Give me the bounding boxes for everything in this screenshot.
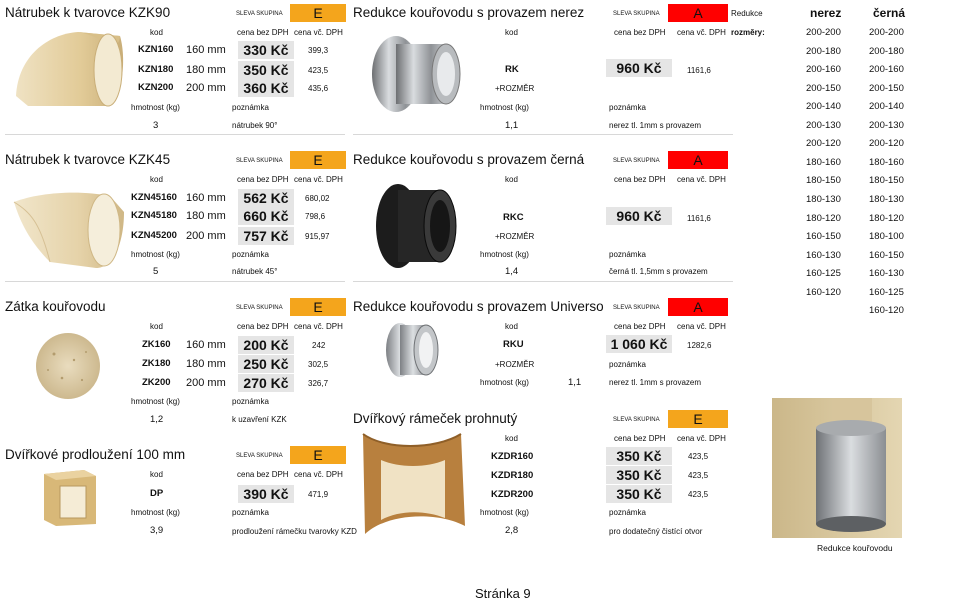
size-nerez-cell: 160-120 — [806, 287, 841, 298]
price-bez-dph: 757 Kč — [238, 227, 294, 245]
col-header-cena-vc-dph: cena vč. DPH — [677, 28, 726, 37]
product-code: KZDR160 — [491, 451, 534, 462]
price-vc-dph: 915,97 — [305, 232, 330, 241]
size-nerez-cell: 180-150 — [806, 175, 841, 186]
col-header-hmotnost: hmotnost (kg) — [480, 250, 529, 259]
discount-group-badge: E — [290, 298, 346, 316]
weight-value: 1,2 — [150, 414, 164, 425]
price-bez-dph: 960 Kč — [606, 207, 672, 225]
product-image-kzdr — [355, 430, 470, 540]
price-bez-dph: 250 Kč — [238, 355, 294, 373]
col-header-kod: kod — [505, 434, 518, 443]
product-diameter: 160 mm — [186, 339, 226, 351]
product-image-rku — [380, 320, 442, 380]
price-vc-dph: 680,02 — [305, 194, 330, 203]
price-bez-dph: 200 Kč — [238, 336, 294, 354]
col-header-poznamka: poznámka — [609, 508, 646, 517]
price-bez-dph: 390 Kč — [238, 485, 294, 503]
size-cerna-cell: 200-200 — [869, 27, 904, 38]
size-cerna-cell: 160-130 — [869, 268, 904, 279]
note-value: nátrubek 90° — [232, 121, 278, 130]
price-vc-dph: 423,5 — [688, 490, 709, 499]
page-number: Stránka 9 — [475, 586, 531, 601]
price-vc-dph: 1161,6 — [687, 66, 711, 75]
col-header-cena-bez-dph: cena bez DPH — [237, 28, 289, 37]
col-header-poznamka: poznámka — [609, 360, 646, 369]
discount-group-badge: E — [668, 410, 728, 428]
sleva-skupina-label: SLEVA SKUPINA — [236, 158, 283, 164]
col-header-poznamka: poznámka — [609, 250, 646, 259]
col-header-kod: kod — [150, 470, 163, 479]
sleva-skupina-label: SLEVA SKUPINA — [613, 305, 660, 311]
note-value: černá tl. 1,5mm s provazem — [609, 267, 708, 276]
section-title-dvirkove-prodlouzeni: Dvířkové prodloužení 100 mm — [5, 447, 186, 462]
size-cerna-cell: 200-140 — [869, 101, 904, 112]
price-bez-dph: 270 Kč — [238, 374, 294, 392]
size-table-redukce-label: Redukce — [731, 9, 763, 18]
col-header-kod: kod — [505, 322, 518, 331]
section-title-kzk90: Nátrubek k tvarovce KZK90 — [5, 5, 171, 20]
size-nerez-cell: 160-150 — [806, 231, 841, 242]
price-bez-dph: 350 Kč — [238, 61, 294, 79]
size-cerna-cell: 200-130 — [869, 120, 904, 131]
section-title-rkc-cerna: Redukce kouřovodu s provazem černá — [353, 152, 585, 167]
size-cerna-cell: 200-150 — [869, 83, 904, 94]
weight-value: 1,1 — [505, 120, 519, 131]
note-value: nátrubek 45° — [232, 267, 278, 276]
col-header-poznamka: poznámka — [232, 103, 269, 112]
size-cerna-cell: 180-120 — [869, 213, 904, 224]
size-cerna-cell: 180-150 — [869, 175, 904, 186]
note-value: prodloužení rámečku tvarovky KZD — [232, 527, 357, 536]
product-code: RK — [505, 64, 519, 75]
size-nerez-cell: 200-200 — [806, 27, 841, 38]
size-cerna-cell: 200-180 — [869, 46, 904, 57]
weight-value: 2,8 — [505, 525, 519, 536]
size-cerna-cell: 180-100 — [869, 231, 904, 242]
price-bez-dph: 350 Kč — [606, 485, 672, 503]
price-vc-dph: 423,5 — [308, 66, 329, 75]
section-divider — [5, 134, 345, 135]
product-image-kzn90 — [8, 26, 128, 108]
size-cerna-cell: 180-130 — [869, 194, 904, 205]
price-bez-dph: 562 Kč — [238, 189, 294, 207]
product-image-rkc — [372, 176, 462, 272]
col-header-kod: kod — [150, 322, 163, 331]
col-header-cena-vc-dph: cena vč. DPH — [294, 175, 343, 184]
discount-group-badge: A — [668, 4, 728, 22]
product-code: ZK180 — [142, 358, 171, 369]
size-nerez-cell: 180-160 — [806, 157, 841, 168]
product-code: KZN160 — [138, 44, 174, 55]
product-code: KZDR180 — [491, 470, 534, 481]
price-vc-dph: 302,5 — [308, 360, 329, 369]
rozmer-note: +ROZMĚR — [495, 84, 535, 93]
product-code: KZN200 — [138, 82, 174, 93]
col-header-poznamka: poznámka — [609, 103, 646, 112]
product-image-dp — [40, 466, 100, 528]
photo-caption: Redukce kouřovodu — [817, 543, 893, 553]
col-header-hmotnost: hmotnost (kg) — [131, 250, 180, 259]
sleva-skupina-label: SLEVA SKUPINA — [236, 11, 283, 17]
col-header-hmotnost: hmotnost (kg) — [131, 508, 180, 517]
size-nerez-cell: 180-120 — [806, 213, 841, 224]
section-title-rk-nerez: Redukce kouřovodu s provazem nerez — [353, 5, 585, 20]
product-code: ZK200 — [142, 377, 171, 388]
size-table-header-nerez: nerez — [810, 6, 842, 20]
sleva-skupina-label: SLEVA SKUPINA — [613, 158, 660, 164]
product-image-rk — [366, 34, 464, 116]
price-bez-dph: 350 Kč — [606, 466, 672, 484]
price-bez-dph: 350 Kč — [606, 447, 672, 465]
price-vc-dph: 423,5 — [688, 452, 709, 461]
col-header-hmotnost: hmotnost (kg) — [480, 103, 529, 112]
size-nerez-cell: 200-150 — [806, 83, 841, 94]
col-header-hmotnost: hmotnost (kg) — [131, 397, 180, 406]
discount-group-badge: A — [668, 151, 728, 169]
product-diameter: 200 mm — [186, 377, 226, 389]
size-nerez-cell: 200-140 — [806, 101, 841, 112]
weight-value: 1,4 — [505, 266, 519, 277]
note-value: pro dodatečný čistící otvor — [609, 527, 703, 536]
price-vc-dph: 1282,6 — [687, 341, 712, 350]
product-diameter: 180 mm — [186, 358, 226, 370]
size-cerna-cell: 200-120 — [869, 138, 904, 149]
section-title-zatka: Zátka kouřovodu — [5, 299, 106, 314]
product-diameter: 180 mm — [186, 64, 226, 76]
product-code: KZN45180 — [131, 210, 177, 221]
rozmer-note: +ROZMĚR — [495, 232, 535, 241]
product-code: KZN45160 — [131, 192, 177, 203]
col-header-hmotnost: hmotnost (kg) — [131, 103, 180, 112]
col-header-hmotnost: hmotnost (kg) — [480, 508, 529, 517]
col-header-kod: kod — [505, 175, 518, 184]
price-vc-dph: 326,7 — [308, 379, 329, 388]
price-bez-dph: 660 Kč — [238, 207, 294, 225]
col-header-cena-vc-dph: cena vč. DPH — [294, 28, 343, 37]
price-bez-dph: 330 Kč — [238, 41, 294, 59]
size-nerez-cell: 160-130 — [806, 250, 841, 261]
section-divider — [353, 134, 733, 135]
sleva-skupina-label: SLEVA SKUPINA — [236, 305, 283, 311]
product-code: DP — [150, 488, 164, 499]
col-header-hmotnost: hmotnost (kg) — [480, 378, 529, 387]
product-diameter: 200 mm — [186, 82, 226, 94]
price-vc-dph: 399,3 — [308, 46, 329, 55]
product-image-zatka — [34, 330, 104, 402]
size-nerez-cell: 200-180 — [806, 46, 841, 57]
weight-value: 5 — [153, 266, 159, 277]
product-diameter: 180 mm — [186, 210, 226, 222]
sleva-skupina-label: SLEVA SKUPINA — [613, 417, 660, 423]
weight-value: 3,9 — [150, 525, 164, 536]
size-nerez-cell: 180-130 — [806, 194, 841, 205]
product-diameter: 200 mm — [186, 230, 226, 242]
col-header-cena-bez-dph: cena bez DPH — [614, 322, 666, 331]
col-header-poznamka: poznámka — [232, 508, 269, 517]
product-image-kzn45 — [10, 172, 128, 270]
note-value: nerez tl. 1mm s provazem — [609, 121, 702, 130]
col-header-cena-vc-dph: cena vč. DPH — [294, 470, 343, 479]
col-header-poznamka: poznámka — [232, 397, 269, 406]
size-nerez-cell: 160-125 — [806, 268, 841, 279]
col-header-cena-vc-dph: cena vč. DPH — [677, 322, 726, 331]
size-table-header-cerna: černá — [873, 6, 906, 20]
product-code: KZDR200 — [491, 489, 534, 500]
discount-group-badge: E — [290, 446, 346, 464]
discount-group-badge: E — [290, 4, 346, 22]
col-header-kod: kod — [505, 28, 518, 37]
size-cerna-cell: 180-160 — [869, 157, 904, 168]
product-diameter: 160 mm — [186, 44, 226, 56]
col-header-cena-bez-dph: cena bez DPH — [614, 28, 666, 37]
section-title-kzk45: Nátrubek k tvarovce KZK45 — [5, 152, 171, 167]
price-vc-dph: 1161,6 — [687, 214, 711, 223]
note-value: nerez tl. 1mm s provazem — [609, 378, 702, 387]
col-header-kod: kod — [150, 28, 163, 37]
size-cerna-cell: 160-125 — [869, 287, 904, 298]
col-header-cena-bez-dph: cena bez DPH — [237, 322, 289, 331]
weight-value: 3 — [153, 120, 159, 131]
note-value: k uzavření KZK — [232, 415, 287, 424]
price-vc-dph: 798,6 — [305, 212, 326, 221]
price-vc-dph: 242 — [312, 341, 326, 350]
section-title-dvirkovy-ramecek: Dvířkový rámeček prohnutý — [353, 411, 518, 426]
sleva-skupina-label: SLEVA SKUPINA — [236, 453, 283, 459]
size-cerna-cell: 200-160 — [869, 64, 904, 75]
col-header-cena-vc-dph: cena vč. DPH — [294, 322, 343, 331]
product-code: RKU — [503, 339, 524, 350]
weight-value: 1,1 — [568, 377, 582, 388]
section-title-rku-universo: Redukce kouřovodu s provazem Universo — [353, 299, 604, 314]
col-header-cena-bez-dph: cena bez DPH — [237, 175, 289, 184]
size-cerna-cell: 160-120 — [869, 305, 904, 316]
product-diameter: 160 mm — [186, 192, 226, 204]
price-vc-dph: 435,6 — [308, 84, 329, 93]
price-bez-dph: 1 060 Kč — [606, 335, 672, 353]
size-table-rozmery-label: rozměry: — [731, 28, 765, 37]
price-vc-dph: 423,5 — [688, 471, 709, 480]
size-nerez-cell: 200-120 — [806, 138, 841, 149]
discount-group-badge: E — [290, 151, 346, 169]
size-cerna-cell: 160-150 — [869, 250, 904, 261]
col-header-kod: kod — [150, 175, 163, 184]
col-header-poznamka: poznámka — [232, 250, 269, 259]
col-header-cena-vc-dph: cena vč. DPH — [677, 175, 726, 184]
col-header-cena-bez-dph: cena bez DPH — [614, 434, 666, 443]
product-code: RKC — [503, 212, 524, 223]
section-divider — [353, 281, 733, 282]
rozmer-note: +ROZMĚR — [495, 360, 535, 369]
price-bez-dph: 360 Kč — [238, 79, 294, 97]
price-vc-dph: 471,9 — [308, 490, 329, 499]
col-header-cena-vc-dph: cena vč. DPH — [677, 434, 726, 443]
discount-group-badge: A — [668, 298, 728, 316]
col-header-cena-bez-dph: cena bez DPH — [614, 175, 666, 184]
product-code: KZN45200 — [131, 230, 177, 241]
price-bez-dph: 960 Kč — [606, 59, 672, 77]
product-code: KZN180 — [138, 64, 174, 75]
size-nerez-cell: 200-160 — [806, 64, 841, 75]
size-nerez-cell: 200-130 — [806, 120, 841, 131]
section-divider — [5, 281, 345, 282]
photo-redukce-kourovodu — [772, 398, 902, 538]
sleva-skupina-label: SLEVA SKUPINA — [613, 11, 660, 17]
product-code: ZK160 — [142, 339, 171, 350]
col-header-cena-bez-dph: cena bez DPH — [237, 470, 289, 479]
